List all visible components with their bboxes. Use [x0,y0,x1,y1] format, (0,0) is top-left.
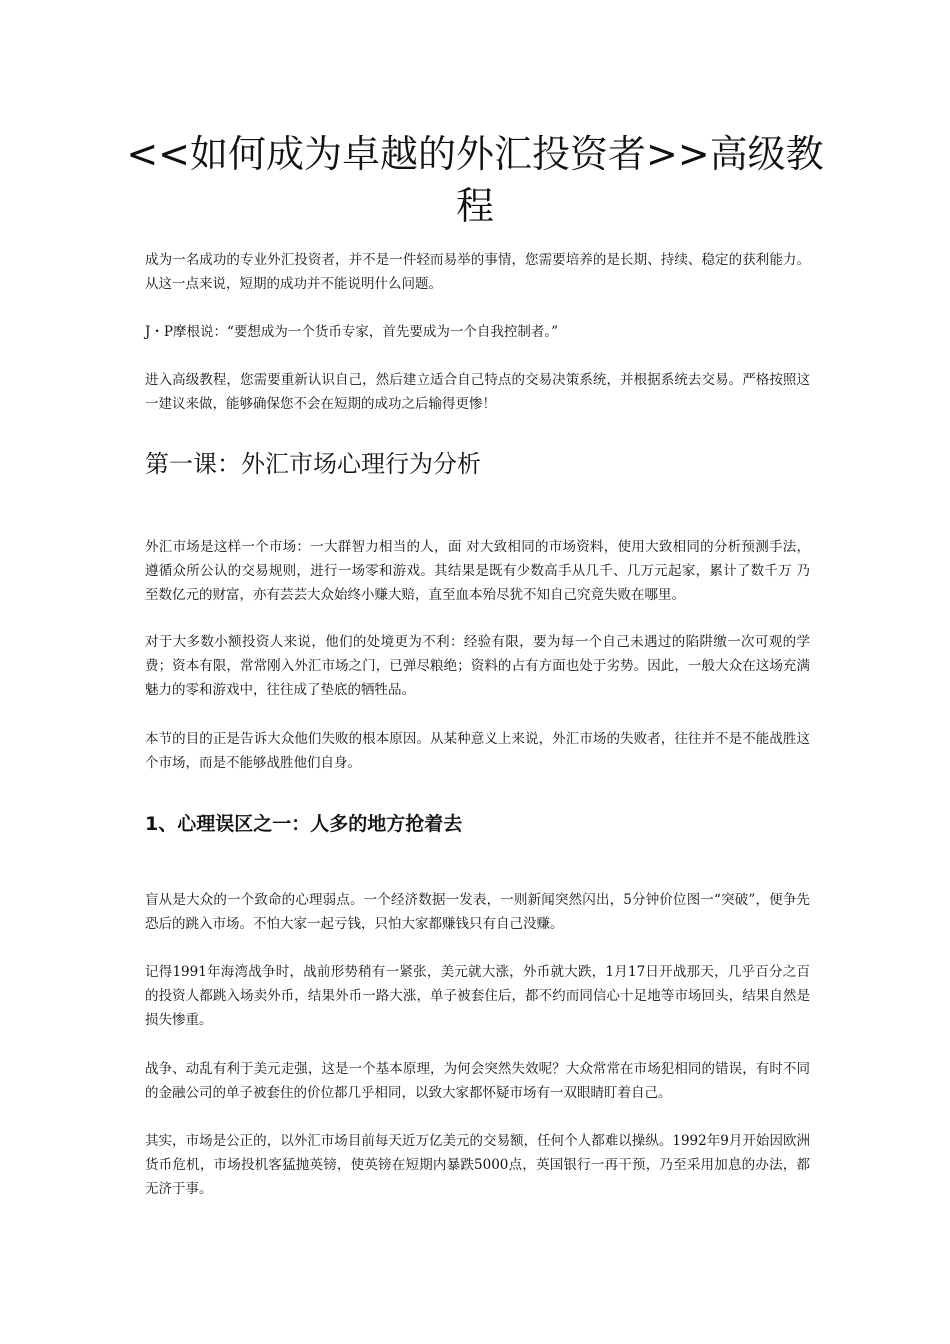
document-title: <<如何成为卓越的外汇投资者>>高级教程 [126,132,824,228]
section1-paragraph-2: 记得1991年海湾战争时，战前形势稍有一紧张，美元就大涨，外币就大跌，1月17日开战那天，几乎百分之百的投资人都跳入场卖外币，结果外币一路大涨，单子被套住后，都不约而同信心十足地等市场回头，结果自然是损失惨重。 [145,964,810,1028]
lesson1-paragraph-3: 本节的目的正是告诉大众他们失败的根本原因。从某种意义上来说，外汇市场的失败者，往往并不是不能战胜这个市场，而是不能够战胜他们自身。 [145,731,810,771]
intro-paragraph-3: 进入高级教程，您需要重新认识自己，然后建立适合自己特点的交易决策系统，并根据系统去交易。严格按照这一建议来做，能够确保您不会在短期的成功之后输得更惨！ [145,372,810,412]
section1-paragraph-3: 战争、动乱有利于美元走强，这是一个基本原理，为何会突然失效呢？大众常常在市场犯相同的错误，有时不同的金融公司的单子被套住的价位都几乎相同，以致大家都怀疑市场有一双眼睛盯着自己。 [145,1061,810,1101]
intro-paragraph-1: 成为一名成功的专业外汇投资者，并不是一件轻而易举的事情，您需要培养的是长期、持续、稳定的获利能力。从这一点来说，短期的成功并不能说明什么问题。 [145,252,810,292]
intro-paragraph-2: J・P摩根说：“要想成为一个货币专家，首先要成为一个自我控制者。” [145,324,559,340]
lesson1-heading: 第一课：外汇市场心理行为分析 [145,450,481,478]
lesson1-paragraph-1: 外汇市场是这样一个市场：一大群智力相当的人，面 对大致相同的市场资料，使用大致相同的分析预测手法，遵循众所公认的交易规则，进行一场零和游戏。其结果是既有少数高手从几千、几万元起家，累计了数千万 乃至数亿元的财富，亦有芸芸大众始终小赚大赔，直至血本殆尽犹不知自己究竟失败在哪里。 [145,539,810,603]
lesson1-paragraph-2: 对于大多数小额投资人来说，他们的处境更为不利：经验有限，要为每一个自己未遇过的陷阱缴一次可观的学费；资本有限，常常刚入外汇市场之门，已弹尽粮绝；资料的占有方面也处于劣势。因此，一般大众在这场充满魅力的零和游戏中，往往成了垫底的牺牲品。 [145,634,810,698]
section1-paragraph-1: 盲从是大众的一个致命的心理弱点。一个经济数据一发表，一则新闻突然闪出，5分钟价位图一“突破”，便争先恐后的跳入市场。不怕大家一起亏钱，只怕大家都赚钱只有自己没赚。 [145,892,810,932]
section1-paragraph-4: 其实，市场是公正的，以外汇市场目前每天近万亿美元的交易额，任何个人都难以操纵。1992年9月开始因欧洲货币危机，市场投机客猛抛英镑，使英镑在短期内暴跌5000点，英国银行一再干预，乃至采用加息的办法，都无济于事。 [145,1133,810,1197]
section1-heading: 1、心理误区之一：人多的地方抢着去 [145,813,463,835]
